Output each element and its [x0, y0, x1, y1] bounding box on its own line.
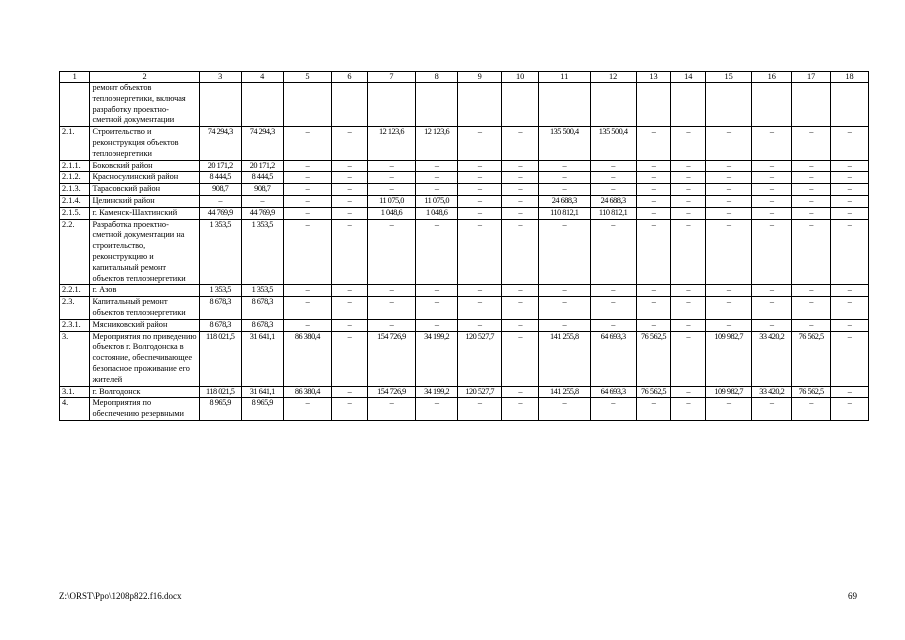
value-cell: –: [671, 195, 706, 207]
value-cell: 120 527,7: [458, 386, 502, 398]
column-header: 2: [90, 72, 199, 83]
value-cell: –: [502, 219, 539, 285]
value-cell: –: [283, 127, 331, 160]
value-cell: [416, 83, 458, 127]
table-row: [60, 285, 869, 297]
value-cell: [367, 83, 415, 127]
value-cell: –: [332, 319, 368, 331]
value-cell: –: [671, 331, 706, 386]
value-cell: –: [671, 398, 706, 421]
table-row: [60, 184, 869, 196]
value-cell: –: [502, 172, 539, 184]
value-cell: –: [458, 160, 502, 172]
column-header: 17: [792, 72, 831, 83]
value-cell: –: [502, 386, 539, 398]
value-cell: –: [752, 285, 792, 297]
table-row: [60, 83, 869, 127]
value-cell: –: [283, 160, 331, 172]
value-cell: 76 562,5: [636, 386, 671, 398]
value-cell: [458, 83, 502, 127]
value-cell: –: [706, 297, 752, 320]
row-number-cell: [60, 83, 90, 127]
row-number-cell: 2.1.1.: [60, 160, 90, 172]
value-cell: –: [831, 285, 869, 297]
value-cell: –: [416, 160, 458, 172]
value-cell: –: [671, 319, 706, 331]
value-cell: 12 123,6: [367, 127, 415, 160]
value-cell: [283, 83, 331, 127]
value-cell: 908,7: [199, 184, 241, 196]
value-cell: 110 812,1: [539, 207, 590, 219]
value-cell: 8 444,5: [199, 172, 241, 184]
value-cell: –: [636, 297, 671, 320]
value-cell: –: [636, 398, 671, 421]
value-cell: 1 353,5: [241, 219, 283, 285]
value-cell: –: [367, 184, 415, 196]
value-cell: 8 965,9: [241, 398, 283, 421]
value-cell: [831, 83, 869, 127]
value-cell: 34 199,2: [416, 386, 458, 398]
value-cell: –: [636, 195, 671, 207]
value-cell: –: [706, 172, 752, 184]
table-row: [60, 386, 869, 398]
value-cell: –: [283, 319, 331, 331]
value-cell: 154 726,9: [367, 331, 415, 386]
row-number-cell: 2.1.: [60, 127, 90, 160]
table-row: [60, 207, 869, 219]
value-cell: –: [502, 319, 539, 331]
value-cell: –: [283, 195, 331, 207]
value-cell: –: [590, 398, 636, 421]
table-row: [60, 127, 869, 160]
value-cell: –: [636, 127, 671, 160]
value-cell: –: [539, 160, 590, 172]
value-cell: –: [831, 160, 869, 172]
row-number-cell: 2.2.: [60, 219, 90, 285]
value-cell: –: [590, 160, 636, 172]
value-cell: –: [332, 219, 368, 285]
row-name-cell: г. Азов: [90, 285, 199, 297]
value-cell: –: [590, 184, 636, 196]
value-cell: –: [416, 319, 458, 331]
value-cell: 908,7: [241, 184, 283, 196]
table-row: [60, 195, 869, 207]
value-cell: –: [367, 398, 415, 421]
value-cell: 141 255,8: [539, 331, 590, 386]
value-cell: –: [458, 184, 502, 196]
value-cell: –: [539, 297, 590, 320]
value-cell: –: [283, 297, 331, 320]
value-cell: –: [416, 184, 458, 196]
value-cell: –: [752, 319, 792, 331]
row-number-cell: 2.3.: [60, 297, 90, 320]
value-cell: 34 199,2: [416, 331, 458, 386]
value-cell: 74 294,3: [199, 127, 241, 160]
value-cell: –: [671, 172, 706, 184]
value-cell: 8 678,3: [241, 297, 283, 320]
table-row: [60, 219, 869, 285]
value-cell: –: [416, 297, 458, 320]
value-cell: 64 693,3: [590, 386, 636, 398]
column-header: 10: [502, 72, 539, 83]
value-cell: 141 255,8: [539, 386, 590, 398]
value-cell: 8 444,5: [241, 172, 283, 184]
row-name-cell: ремонт объектов теплоэнергетики, включая разработку проектно-сметной документации: [90, 83, 199, 127]
value-cell: –: [332, 184, 368, 196]
value-cell: –: [502, 184, 539, 196]
value-cell: –: [539, 219, 590, 285]
value-cell: –: [752, 195, 792, 207]
value-cell: –: [671, 207, 706, 219]
value-cell: –: [416, 172, 458, 184]
column-header: 11: [539, 72, 590, 83]
value-cell: –: [332, 386, 368, 398]
value-cell: 31 641,1: [241, 331, 283, 386]
value-cell: –: [458, 297, 502, 320]
value-cell: –: [283, 207, 331, 219]
value-cell: 33 420,2: [752, 331, 792, 386]
column-header: 9: [458, 72, 502, 83]
value-cell: –: [199, 195, 241, 207]
file-path: Z:\ORST\Ppo\1208p822.f16.docx: [59, 591, 182, 601]
value-cell: –: [590, 319, 636, 331]
value-cell: –: [706, 127, 752, 160]
column-header: 5: [283, 72, 331, 83]
value-cell: –: [367, 297, 415, 320]
value-cell: –: [706, 160, 752, 172]
value-cell: –: [831, 331, 869, 386]
value-cell: –: [332, 398, 368, 421]
value-cell: –: [332, 331, 368, 386]
value-cell: 135 500,4: [590, 127, 636, 160]
value-cell: –: [706, 219, 752, 285]
row-name-cell: Боковский район: [90, 160, 199, 172]
value-cell: –: [752, 172, 792, 184]
value-cell: –: [283, 184, 331, 196]
row-number-cell: 2.3.1.: [60, 319, 90, 331]
value-cell: –: [792, 172, 831, 184]
value-cell: –: [706, 319, 752, 331]
value-cell: –: [636, 219, 671, 285]
value-cell: 8 678,3: [241, 319, 283, 331]
value-cell: [706, 83, 752, 127]
column-header: 12: [590, 72, 636, 83]
column-header: 3: [199, 72, 241, 83]
value-cell: –: [636, 207, 671, 219]
value-cell: 24 688,3: [590, 195, 636, 207]
value-cell: –: [706, 285, 752, 297]
value-cell: 120 527,7: [458, 331, 502, 386]
value-cell: –: [458, 219, 502, 285]
value-cell: –: [671, 297, 706, 320]
value-cell: –: [539, 285, 590, 297]
value-cell: –: [332, 207, 368, 219]
row-number-cell: 2.1.5.: [60, 207, 90, 219]
value-cell: 110 812,1: [590, 207, 636, 219]
column-number-row: [60, 72, 869, 83]
value-cell: –: [367, 285, 415, 297]
value-cell: –: [458, 172, 502, 184]
value-cell: 76 562,5: [636, 331, 671, 386]
value-cell: –: [283, 172, 331, 184]
budget-table: [59, 71, 869, 421]
row-name-cell: Строительство и реконструкция объектов теплоэнергетики: [90, 127, 199, 160]
value-cell: –: [752, 398, 792, 421]
value-cell: 76 562,5: [792, 331, 831, 386]
value-cell: –: [332, 195, 368, 207]
value-cell: –: [671, 160, 706, 172]
value-cell: –: [831, 219, 869, 285]
value-cell: 8 965,9: [199, 398, 241, 421]
value-cell: –: [831, 184, 869, 196]
value-cell: [752, 83, 792, 127]
row-name-cell: г. Каменск-Шахтинский: [90, 207, 199, 219]
value-cell: –: [502, 207, 539, 219]
value-cell: –: [416, 285, 458, 297]
table-row: [60, 297, 869, 320]
value-cell: –: [458, 285, 502, 297]
value-cell: –: [636, 172, 671, 184]
value-cell: –: [792, 398, 831, 421]
value-cell: –: [367, 319, 415, 331]
value-cell: –: [367, 172, 415, 184]
value-cell: –: [706, 195, 752, 207]
value-cell: –: [332, 172, 368, 184]
value-cell: –: [671, 386, 706, 398]
table-row: [60, 398, 869, 421]
value-cell: 31 641,1: [241, 386, 283, 398]
value-cell: –: [416, 219, 458, 285]
value-cell: –: [752, 160, 792, 172]
value-cell: –: [831, 195, 869, 207]
value-cell: 1 048,6: [367, 207, 415, 219]
value-cell: –: [367, 219, 415, 285]
value-cell: –: [831, 172, 869, 184]
row-number-cell: 2.1.3.: [60, 184, 90, 196]
row-number-cell: 3.: [60, 331, 90, 386]
value-cell: –: [671, 127, 706, 160]
value-cell: –: [831, 398, 869, 421]
value-cell: –: [502, 160, 539, 172]
value-cell: –: [792, 195, 831, 207]
column-header: 13: [636, 72, 671, 83]
value-cell: –: [332, 127, 368, 160]
value-cell: 20 171,2: [241, 160, 283, 172]
value-cell: –: [502, 195, 539, 207]
value-cell: –: [539, 172, 590, 184]
value-cell: –: [458, 319, 502, 331]
value-cell: –: [241, 195, 283, 207]
value-cell: –: [458, 398, 502, 421]
value-cell: 109 982,7: [706, 331, 752, 386]
row-name-cell: г. Волгодонск: [90, 386, 199, 398]
value-cell: 109 982,7: [706, 386, 752, 398]
value-cell: –: [792, 184, 831, 196]
value-cell: –: [752, 219, 792, 285]
value-cell: 11 075,0: [367, 195, 415, 207]
value-cell: –: [332, 285, 368, 297]
page-number: 69: [848, 591, 857, 601]
value-cell: –: [831, 127, 869, 160]
table-row: [60, 319, 869, 331]
value-cell: 8 678,3: [199, 297, 241, 320]
value-cell: –: [283, 285, 331, 297]
value-cell: –: [636, 184, 671, 196]
value-cell: –: [590, 219, 636, 285]
value-cell: 74 294,3: [241, 127, 283, 160]
value-cell: [502, 83, 539, 127]
value-cell: –: [752, 207, 792, 219]
column-header: 15: [706, 72, 752, 83]
row-name-cell: Разработка проектно-сметной документации на строительство, реконструкцию и капитальный ремонт объектов теплоэнергетики: [90, 219, 199, 285]
value-cell: –: [792, 297, 831, 320]
value-cell: –: [416, 398, 458, 421]
column-header: 18: [831, 72, 869, 83]
value-cell: –: [792, 207, 831, 219]
column-header: 14: [671, 72, 706, 83]
value-cell: –: [590, 297, 636, 320]
value-cell: –: [502, 285, 539, 297]
row-number-cell: 3.1.: [60, 386, 90, 398]
value-cell: 118 021,5: [199, 331, 241, 386]
value-cell: –: [752, 127, 792, 160]
value-cell: 1 353,5: [199, 285, 241, 297]
row-number-cell: 2.1.4.: [60, 195, 90, 207]
value-cell: –: [539, 184, 590, 196]
value-cell: 118 021,5: [199, 386, 241, 398]
value-cell: –: [706, 207, 752, 219]
value-cell: –: [283, 219, 331, 285]
column-header: 8: [416, 72, 458, 83]
row-name-cell: Капитальный ремонт объектов теплоэнергетики: [90, 297, 199, 320]
table-row: [60, 172, 869, 184]
value-cell: –: [502, 398, 539, 421]
column-header: 1: [60, 72, 90, 83]
value-cell: –: [458, 195, 502, 207]
value-cell: –: [752, 184, 792, 196]
column-header: 6: [332, 72, 368, 83]
value-cell: –: [590, 285, 636, 297]
row-name-cell: Красносулинский район: [90, 172, 199, 184]
table-body: [60, 83, 869, 421]
value-cell: –: [671, 219, 706, 285]
column-header: 4: [241, 72, 283, 83]
value-cell: [241, 83, 283, 127]
value-cell: –: [831, 297, 869, 320]
value-cell: [636, 83, 671, 127]
value-cell: –: [752, 297, 792, 320]
value-cell: 1 353,5: [199, 219, 241, 285]
value-cell: –: [539, 319, 590, 331]
value-cell: –: [792, 319, 831, 331]
value-cell: –: [671, 184, 706, 196]
row-number-cell: 4.: [60, 398, 90, 421]
value-cell: [539, 83, 590, 127]
value-cell: –: [458, 207, 502, 219]
value-cell: –: [671, 285, 706, 297]
value-cell: [332, 83, 368, 127]
value-cell: 135 500,4: [539, 127, 590, 160]
value-cell: –: [792, 127, 831, 160]
value-cell: 64 693,3: [590, 331, 636, 386]
value-cell: 1 353,5: [241, 285, 283, 297]
value-cell: –: [792, 160, 831, 172]
value-cell: –: [283, 398, 331, 421]
value-cell: –: [831, 319, 869, 331]
value-cell: [792, 83, 831, 127]
value-cell: –: [636, 319, 671, 331]
value-cell: 76 562,5: [792, 386, 831, 398]
value-cell: 33 420,2: [752, 386, 792, 398]
value-cell: 12 123,6: [416, 127, 458, 160]
row-name-cell: Мероприятия по приведению объектов г. Волгодонска в состояние, обеспечивающее безопасное проживание его жителей: [90, 331, 199, 386]
value-cell: 86 380,4: [283, 386, 331, 398]
value-cell: 24 688,3: [539, 195, 590, 207]
value-cell: –: [831, 207, 869, 219]
value-cell: [199, 83, 241, 127]
value-cell: –: [367, 160, 415, 172]
row-name-cell: Мероприятия по обеспечению резервными: [90, 398, 199, 421]
value-cell: [671, 83, 706, 127]
value-cell: –: [792, 285, 831, 297]
value-cell: –: [636, 285, 671, 297]
table-row: [60, 331, 869, 386]
value-cell: –: [332, 160, 368, 172]
value-cell: –: [332, 297, 368, 320]
value-cell: 1 048,6: [416, 207, 458, 219]
column-header: 7: [367, 72, 415, 83]
table-row: [60, 160, 869, 172]
row-name-cell: Тарасовский район: [90, 184, 199, 196]
value-cell: –: [636, 160, 671, 172]
value-cell: –: [502, 331, 539, 386]
value-cell: –: [706, 184, 752, 196]
value-cell: –: [458, 127, 502, 160]
value-cell: 44 769,9: [199, 207, 241, 219]
value-cell: 20 171,2: [199, 160, 241, 172]
value-cell: –: [831, 386, 869, 398]
value-cell: 8 678,3: [199, 319, 241, 331]
column-header: 16: [752, 72, 792, 83]
value-cell: –: [590, 172, 636, 184]
value-cell: [590, 83, 636, 127]
row-name-cell: Мясниковский район: [90, 319, 199, 331]
row-name-cell: Целинский район: [90, 195, 199, 207]
value-cell: –: [539, 398, 590, 421]
value-cell: –: [706, 398, 752, 421]
value-cell: –: [502, 127, 539, 160]
value-cell: 86 380,4: [283, 331, 331, 386]
row-number-cell: 2.1.2.: [60, 172, 90, 184]
value-cell: 11 075,0: [416, 195, 458, 207]
row-number-cell: 2.2.1.: [60, 285, 90, 297]
value-cell: –: [502, 297, 539, 320]
value-cell: 154 726,9: [367, 386, 415, 398]
table-header: [60, 72, 869, 83]
value-cell: 44 769,9: [241, 207, 283, 219]
value-cell: –: [792, 219, 831, 285]
